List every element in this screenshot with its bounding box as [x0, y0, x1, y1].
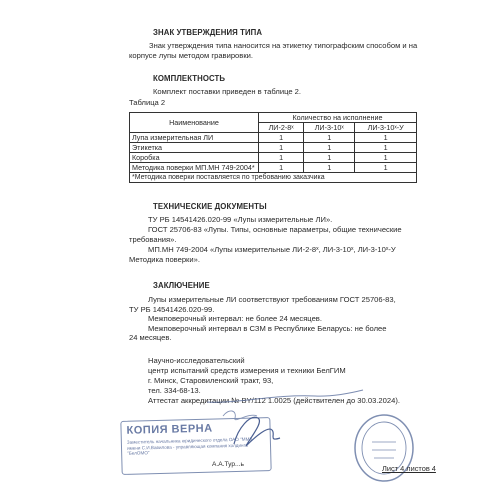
row-name: Коробка	[130, 153, 259, 163]
tech-doc-line: МП.МН 749-2004 «Лупы измерительные ЛИ-2-8ˣ, ЛИ-3-10ˣ, ЛИ-3-10ˣ-У	[148, 245, 396, 254]
row-name: Лупа измерительная ЛИ	[130, 133, 259, 143]
conclusion-line: ТУ РБ 14541426.020-99.	[129, 305, 215, 314]
header-variant-1: ЛИ-2-8ˣ	[259, 123, 304, 133]
row-value: 1	[304, 133, 355, 143]
row-value: 1	[355, 143, 417, 153]
table-row	[130, 163, 417, 173]
stamp-text: Заместитель начальника юридического отдела ОАО "ММЗ имени С.И.Вавилова - управляющая компания холдинга "БелОМО"	[126, 436, 253, 456]
table-row	[130, 133, 417, 143]
row-value: 1	[355, 163, 417, 173]
org-line: Научно-исследовательский	[148, 356, 245, 365]
conclusion-line: Лупы измерительные ЛИ соответствуют требованиям ГОСТ 25706-83,	[148, 295, 396, 304]
org-line: г. Минск, Старовиленский тракт, 93,	[148, 376, 274, 385]
tech-doc-line: требования».	[129, 235, 177, 244]
row-name: Методика поверки МП.МН 749-2004*	[130, 163, 259, 173]
header-variant-3: ЛИ-3-10ˣ-У	[355, 123, 417, 133]
table-row	[130, 153, 417, 163]
page-footer: Лист 4 листов 4	[382, 464, 436, 473]
approval-mark-text: Знак утверждения типа наносится на этикетку типографским способом и на корпусе лупы методом гравировки.	[129, 41, 418, 61]
tech-doc-line: ТУ РБ 14541426.020-99 «Лупы измерительные ЛИ».	[148, 215, 333, 224]
completeness-text: Комплект поставки приведен в таблице 2.	[153, 87, 301, 96]
table-footnote-row	[130, 173, 417, 183]
row-value: 1	[259, 163, 304, 173]
stamp-title: КОПИЯ ВЕРНА	[126, 422, 213, 437]
row-value: 1	[259, 153, 304, 163]
table-footnote: *Методика поверки поставляется по требованию заказчика	[130, 173, 417, 183]
tech-doc-line: Методика поверки».	[129, 255, 200, 264]
header-quantity: Количество на исполнение	[259, 113, 417, 123]
table-row	[130, 143, 417, 153]
signatory-name: А.А.Тур...ь	[212, 461, 244, 468]
header-variant-2: ЛИ-3-10ˣ	[304, 123, 355, 133]
header-name: Наименование	[130, 113, 259, 133]
table-caption: Таблица 2	[129, 98, 166, 107]
row-value: 1	[259, 143, 304, 153]
section-heading-conclusion: ЗАКЛЮЧЕНИЕ	[153, 281, 210, 290]
row-name: Этикетка	[130, 143, 259, 153]
row-value: 1	[355, 153, 417, 163]
section-heading-technical-documents: ТЕХНИЧЕСКИЕ ДОКУМЕНТЫ	[153, 202, 267, 211]
section-heading-approval-mark: ЗНАК УТВЕРЖДЕНИЯ ТИПА	[153, 28, 263, 37]
section-heading-completeness: КОМПЛЕКТНОСТЬ	[153, 74, 226, 83]
conclusion-line: Межповерочный интервал в СЗМ в Республике Беларусь: не более	[148, 324, 387, 333]
table-header-row	[130, 113, 417, 123]
handwritten-signature	[228, 408, 288, 452]
org-accreditation: Аттестат аккредитации № BY/112 1.0025 (действителен до 30.03.2024).	[148, 396, 400, 405]
conclusion-line: Межповерочный интервал: не более 24 месяцев.	[148, 314, 322, 323]
row-value: 1	[304, 143, 355, 153]
org-line: тел. 334-68-13.	[148, 386, 201, 395]
org-line: центр испытаний средств измерения и техники БелГИМ	[148, 366, 346, 375]
row-value: 1	[259, 133, 304, 143]
tech-doc-line: ГОСТ 25706-83 «Лупы. Типы, основные параметры, общие технические	[148, 225, 402, 234]
conclusion-line: 24 месяцев.	[129, 333, 172, 342]
row-value: 1	[304, 163, 355, 173]
row-value: 1	[304, 153, 355, 163]
completeness-table	[129, 112, 417, 183]
row-value: 1	[355, 133, 417, 143]
